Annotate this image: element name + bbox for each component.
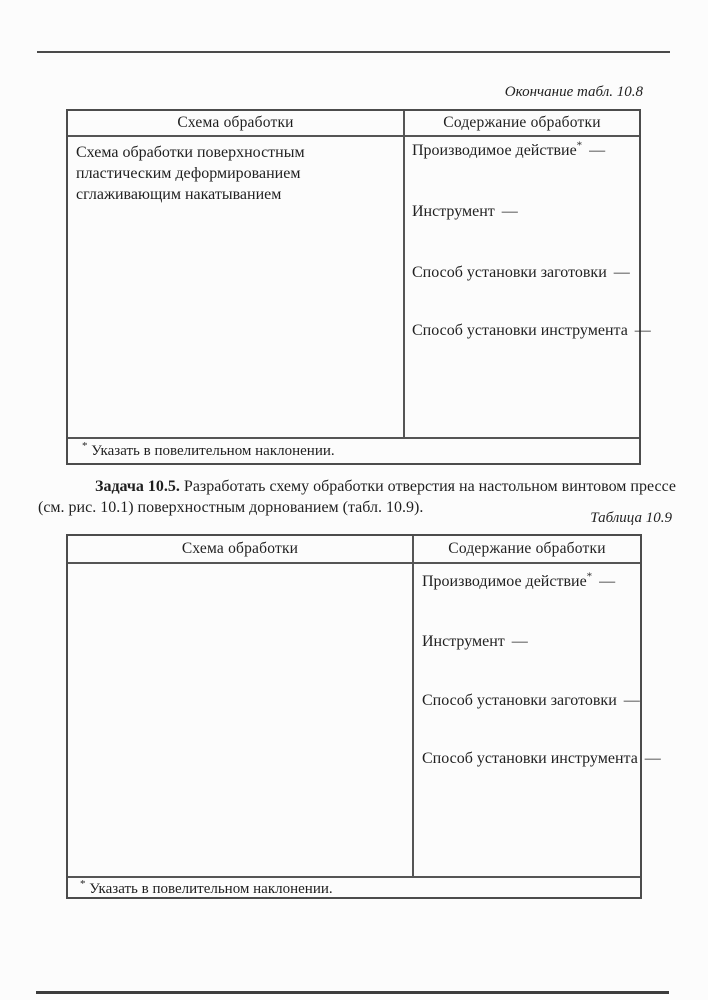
scheme-cell-empty [68, 564, 414, 876]
content-item-dash: — [623, 692, 640, 709]
content-item-label: Способ установки инструмента [412, 322, 628, 339]
footnote-marker: * [82, 440, 88, 452]
table-10-9-header-row [68, 536, 640, 564]
footnote-marker: * [586, 570, 593, 583]
table-10-9-footnote-row [68, 876, 640, 897]
content-item-tool [422, 633, 528, 651]
content-item-tool-setup [422, 750, 661, 768]
footnote-marker: * [576, 139, 583, 152]
task-paragraph-line-1 [38, 476, 676, 497]
content-item-dash: — [634, 322, 651, 339]
table-10-9 [66, 534, 661, 899]
bottom-divider-line [36, 991, 669, 994]
content-item-dash: — [589, 142, 606, 159]
content-cell [414, 564, 661, 876]
task-number: Задача 10.5. [95, 478, 180, 495]
content-item-action [422, 570, 616, 591]
top-divider-line [37, 51, 670, 53]
scheme-cell: Схема обработки поверхностным пластическим деформированием сглаживающим накатыванием [68, 137, 405, 437]
content-item-dash: — [644, 750, 661, 767]
content-item-label: Способ установки заготовки [412, 264, 607, 281]
table-10-8 [66, 109, 651, 465]
content-item-label: Производимое действие [422, 573, 587, 590]
task-paragraph-line-2: (см. рис. 10.1) поверхностным дорнованием (табл. 10.9). [38, 499, 424, 516]
content-item-tool [412, 203, 518, 221]
content-item-label: Инструмент [422, 633, 505, 650]
table-10-9-body-row [68, 564, 661, 876]
header-cell-scheme: Схема обработки [68, 111, 405, 135]
header-cell-scheme: Схема обработки [68, 536, 414, 562]
content-item-dash: — [599, 573, 616, 590]
footnote-marker: * [80, 878, 86, 890]
content-item-dash: — [501, 203, 518, 220]
content-item-label: Способ установки инструмента [422, 750, 638, 767]
table-10-8-footnote-row [68, 437, 639, 463]
content-item-tool-setup [412, 322, 651, 340]
content-item-dash: — [613, 264, 630, 281]
footnote-text: Указать в повелительном наклонении. [91, 443, 335, 459]
content-item-dash: — [511, 633, 528, 650]
header-cell-content: Содержание обработки [443, 114, 601, 131]
table-10-8-body-row [68, 137, 651, 437]
content-item-action [412, 139, 606, 160]
content-item-label: Способ установки заготовки [422, 692, 617, 709]
header-cell-content: Содержание обработки [448, 540, 606, 557]
footnote-text: Указать в повелительном наклонении. [89, 881, 333, 897]
task-text: Разработать схему обработки отверстия на настольном винтовом прессе [179, 478, 676, 495]
table-10-8-continuation-caption: Окончание табл. 10.8 [504, 84, 643, 100]
content-item-label: Инструмент [412, 203, 495, 220]
content-cell [405, 137, 651, 437]
table-10-9-caption: Таблица 10.9 [590, 510, 672, 526]
table-10-8-header-row [68, 111, 639, 137]
content-item-label: Производимое действие [412, 142, 577, 159]
content-item-workpiece-setup [412, 264, 630, 282]
content-item-workpiece-setup [422, 692, 640, 710]
